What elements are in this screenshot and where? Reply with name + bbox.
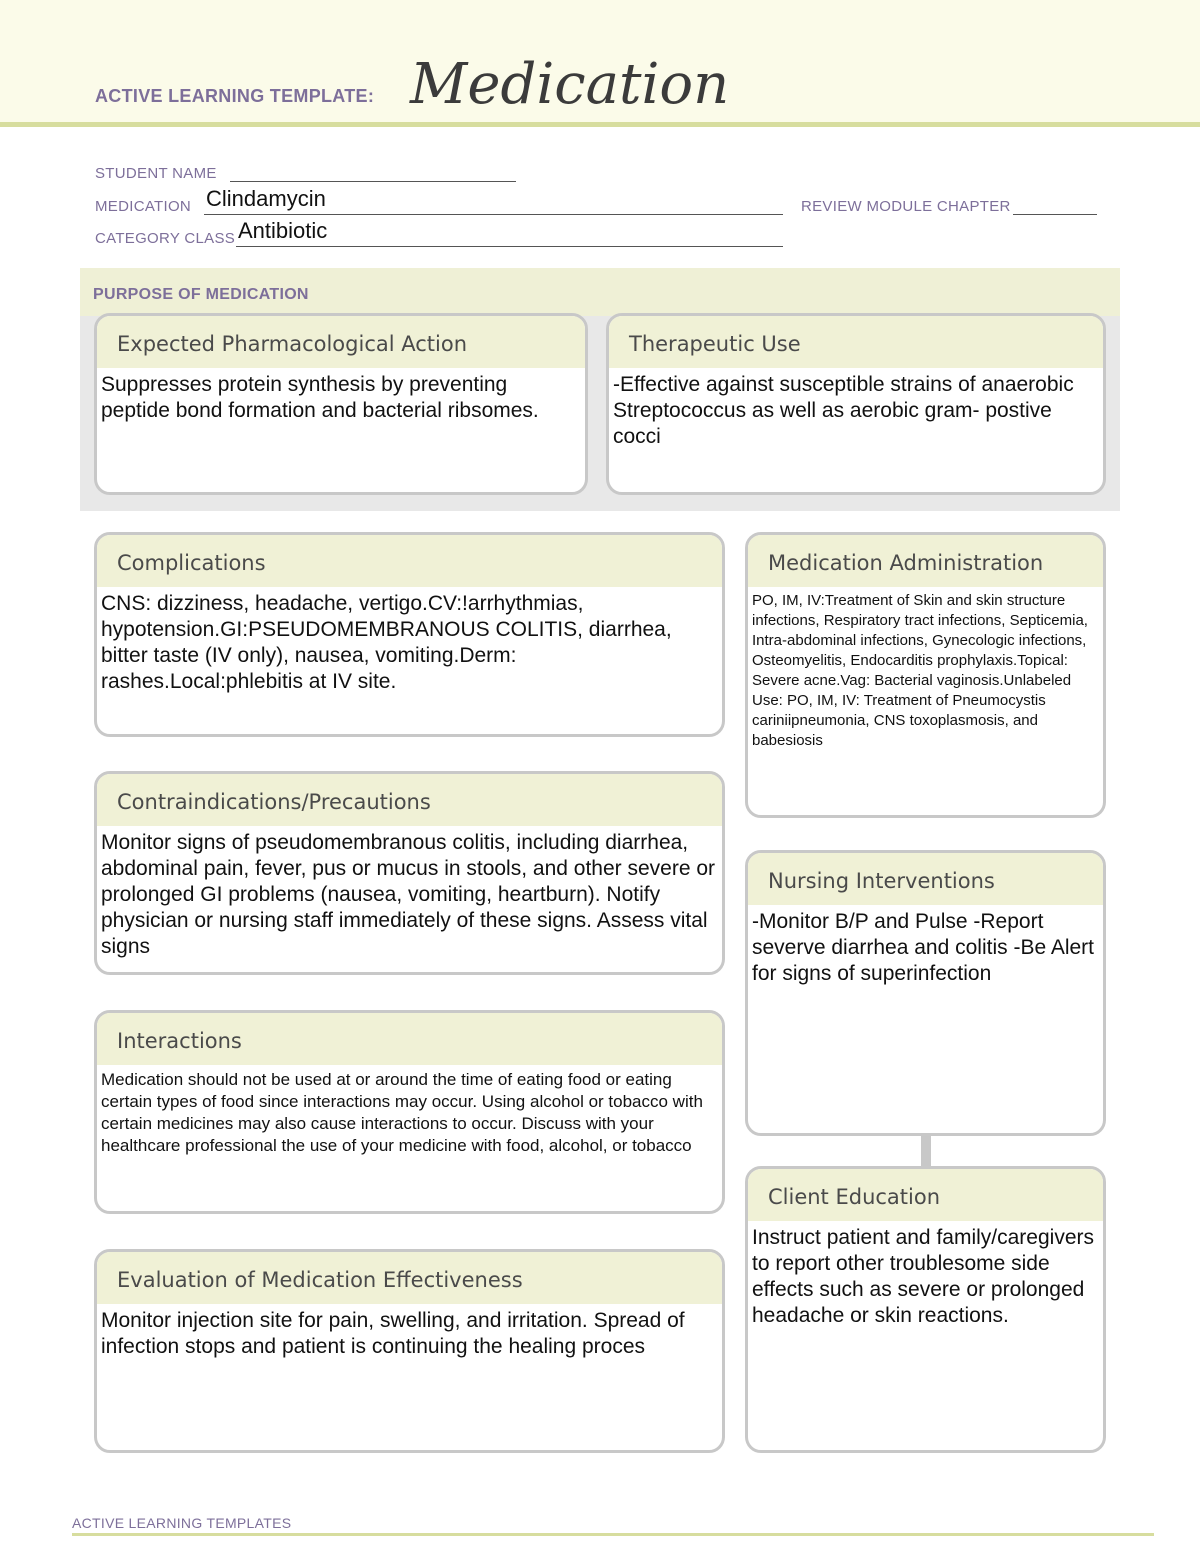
contraindications-heading: Contraindications/Precautions <box>97 774 722 826</box>
therapeutic-use-text[interactable]: -Effective against susceptible strains of anaerobic Streptococcus as well as aerobic gram- postive cocci <box>613 373 1074 448</box>
review-module-label: REVIEW MODULE CHAPTER <box>801 198 1011 215</box>
medication-administration-text[interactable]: PO, IM, IV:Treatment of Skin and skin structure infections, Respiratory tract infections, Septicemia, Intra-abdominal infections, Gynecologic infections, Osteomyelitis, Endocarditis prophylaxis.Topical: Severe acne.Vag: Bacterial vaginosis.Unlabeled Use: PO, IM, IV: Treatment of Pneumocystis cariniipneumonia, CNS toxoplasmosis, and babesiosis <box>752 592 1088 749</box>
header-divider <box>0 122 1200 127</box>
category-class-value: Antibiotic <box>238 218 328 243</box>
evaluation-heading: Evaluation of Medication Effectiveness <box>97 1252 722 1304</box>
medication-value: Clindamycin <box>206 186 326 211</box>
footer-divider <box>72 1533 1154 1536</box>
nursing-interventions-text[interactable]: -Monitor B/P and Pulse -Report severve diarrhea and colitis -Be Alert for signs of superinfection <box>752 910 1094 985</box>
client-education-heading: Client Education <box>748 1169 1103 1221</box>
nursing-interventions-card <box>745 850 1106 1136</box>
therapeutic-use-heading: Therapeutic Use <box>609 316 1103 368</box>
expected-action-card <box>94 313 588 495</box>
medication-label: MEDICATION <box>95 198 192 215</box>
student-name-label: STUDENT NAME <box>95 165 217 182</box>
expected-action-heading: Expected Pharmacological Action <box>97 316 585 368</box>
page-title: Medication <box>410 52 730 117</box>
complications-card <box>94 532 725 737</box>
expected-action-text[interactable]: Suppresses protein synthesis by preventing peptide bond formation and bacterial ribsomes. <box>101 373 539 422</box>
card-connector <box>921 1134 931 1166</box>
medication-administration-card <box>745 532 1106 818</box>
interactions-text[interactable]: Medication should not be used at or around the time of eating food or eating certain types of food since interactions may occur. Using alcohol or tobacco with certain medicines may also cause interactions to occur. Discuss with your healthcare professional the use of your medicine with food, alcohol, or tobacco <box>101 1070 703 1155</box>
client-education-text[interactable]: Instruct patient and family/caregivers to report other troublesome side effects such as severe or prolonged headache or skin reactions. <box>752 1226 1094 1327</box>
review-module-field[interactable] <box>1013 214 1097 215</box>
medication-field[interactable] <box>204 214 783 215</box>
therapeutic-use-card <box>606 313 1106 495</box>
nursing-interventions-heading: Nursing Interventions <box>748 853 1103 905</box>
medication-administration-heading: Medication Administration <box>748 535 1103 587</box>
purpose-title: PURPOSE OF MEDICATION <box>93 286 309 303</box>
complications-text[interactable]: CNS: dizziness, headache, vertigo.CV:!arrhythmias, hypotension.GI:PSEUDOMEMBRANOUS COLITIS, diarrhea, bitter taste (IV only), nausea, vomiting.Derm: rashes.Local:phlebitis at IV site. <box>101 592 672 693</box>
interactions-card <box>94 1010 725 1214</box>
footer-label: ACTIVE LEARNING TEMPLATES <box>72 1515 292 1531</box>
evaluation-text[interactable]: Monitor injection site for pain, swelling, and irritation. Spread of infection stops and patient is continuing the healing proces <box>101 1309 685 1358</box>
category-class-label: CATEGORY CLASS <box>95 230 236 247</box>
contraindications-text[interactable]: Monitor signs of pseudomembranous colitis, including diarrhea, abdominal pain, fever, pus or mucus in stools, and other severe or prolonged GI problems (nausea, vomiting, heartburn). Notify physician or nursing staff immediately of these signs. Assess vital signs <box>101 831 716 958</box>
contraindications-card <box>94 771 725 975</box>
student-name-field[interactable] <box>230 181 516 182</box>
client-education-card <box>745 1166 1106 1453</box>
template-label: ACTIVE LEARNING TEMPLATE: <box>95 86 375 106</box>
evaluation-card <box>94 1249 725 1453</box>
interactions-heading: Interactions <box>97 1013 722 1065</box>
category-class-field[interactable] <box>236 246 783 247</box>
complications-heading: Complications <box>97 535 722 587</box>
